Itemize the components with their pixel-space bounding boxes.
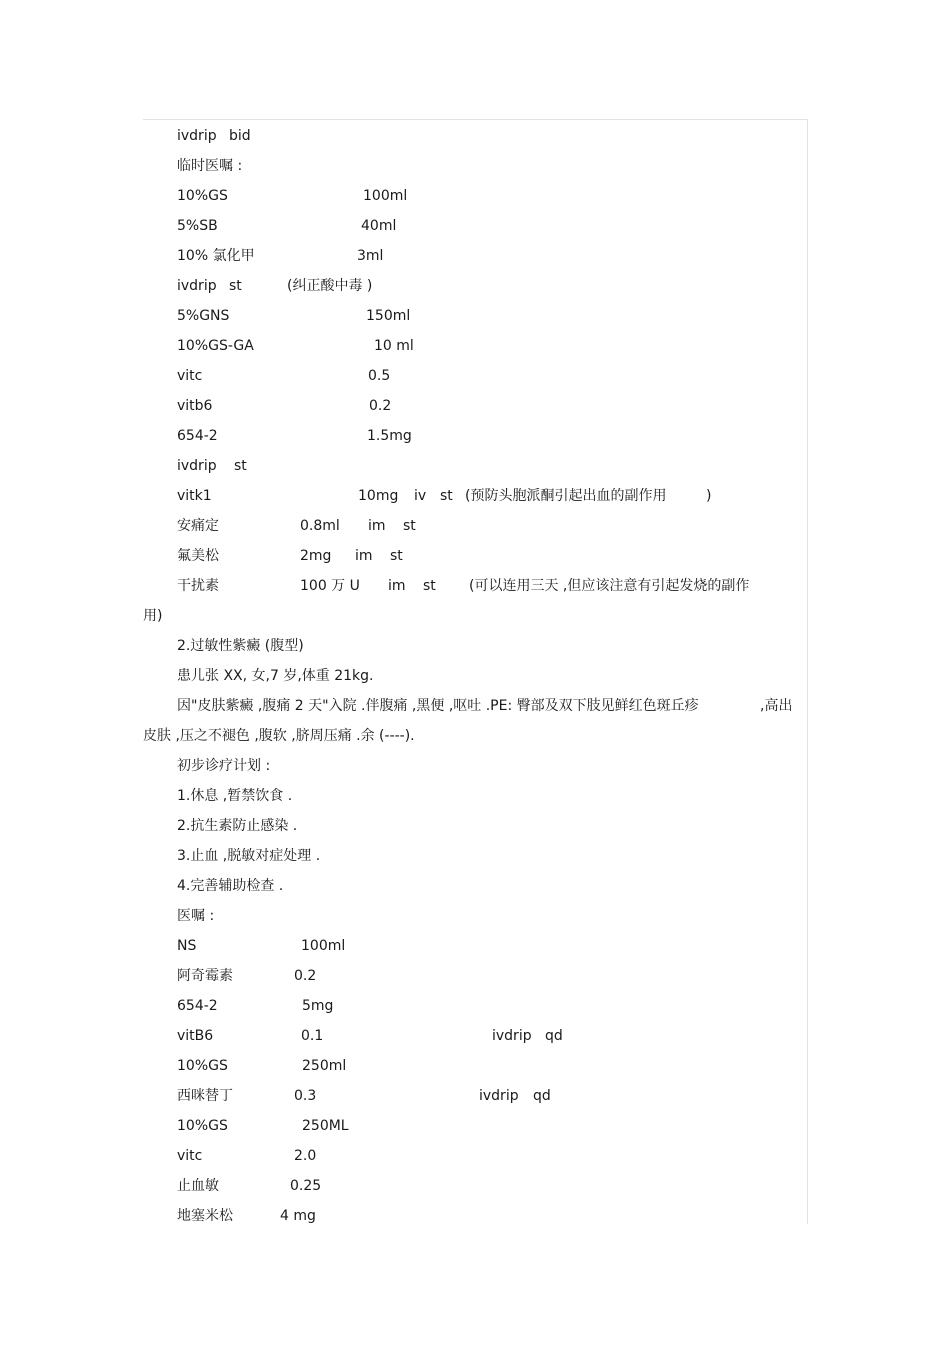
text-segment: 100 万 U bbox=[300, 578, 360, 594]
text-segment: 2.过敏性紫癜 (腹型) bbox=[177, 638, 304, 654]
text-segment: iv bbox=[414, 488, 427, 504]
text-segment: 氟美松 bbox=[177, 548, 219, 564]
text-segment: 安痛定 bbox=[177, 518, 219, 534]
text-segment: 0.2 bbox=[294, 968, 317, 984]
text-segment: 患儿张 XX, 女,7 岁,体重 21kg. bbox=[177, 668, 374, 684]
text-segment: 干扰素 bbox=[177, 578, 219, 594]
text-segment: 0.3 bbox=[294, 1088, 317, 1104]
text-segment: bid bbox=[229, 128, 251, 144]
text-segment: st bbox=[229, 278, 242, 294]
text-segment: 0.8ml bbox=[300, 518, 340, 534]
text-segment: st bbox=[234, 458, 247, 474]
text-segment: ,高出 bbox=[760, 698, 793, 714]
text-segment: 0.1 bbox=[301, 1028, 324, 1044]
text-segment: 1.5mg bbox=[367, 428, 412, 444]
text-segment: 100ml bbox=[363, 188, 408, 204]
text-segment: 皮肤 ,压之不褪色 ,腹软 ,脐周压痛 .余 (----). bbox=[143, 728, 415, 744]
text-segment: st bbox=[423, 578, 436, 594]
text-segment: st bbox=[403, 518, 416, 534]
text-segment: vitB6 bbox=[177, 1028, 214, 1044]
text-segment: 10% 氯化甲 bbox=[177, 248, 255, 264]
text-segment: 100ml bbox=[301, 938, 346, 954]
text-segment: 西咪替丁 bbox=[177, 1088, 233, 1104]
text-segment: 因"皮肤紫癜 ,腹痛 2 天"入院 .伴腹痛 ,黑便 ,呕吐 .PE: 臀部及双下肢见鲜红色斑丘疹 bbox=[177, 698, 699, 714]
text-segment: 阿奇霉素 bbox=[177, 968, 233, 984]
text-segment: (预防头胞派酮引起出血的副作用 bbox=[465, 488, 667, 504]
text-segment: 250ML bbox=[302, 1118, 349, 1134]
text-segment: im bbox=[388, 578, 406, 594]
text-segment: 4 mg bbox=[280, 1208, 316, 1224]
text-segment: ivdrip bbox=[492, 1028, 532, 1044]
text-segment: 654-2 bbox=[177, 428, 218, 444]
text-segment: (可以连用三天 ,但应该注意有引起发烧的副作 bbox=[469, 578, 750, 594]
text-segment: 250ml bbox=[302, 1058, 347, 1074]
text-segment: ivdrip bbox=[479, 1088, 519, 1104]
text-segment: 2.抗生素防止感染 . bbox=[177, 818, 298, 834]
text-segment: im bbox=[368, 518, 386, 534]
text-segment: 10%GS bbox=[177, 188, 228, 204]
text-segment: 2mg bbox=[300, 548, 332, 564]
text-segment: 3.止血 ,脱敏对症处理 . bbox=[177, 848, 321, 864]
text-segment: 临时医嘱 : bbox=[177, 158, 243, 174]
text-segment: 5%GNS bbox=[177, 308, 230, 324]
text-segment: vitc bbox=[177, 368, 203, 384]
text-segment: ) bbox=[706, 488, 712, 504]
text-segment: 654-2 bbox=[177, 998, 218, 1014]
text-segment: 2.0 bbox=[294, 1148, 317, 1164]
text-segment: 止血敏 bbox=[177, 1178, 219, 1194]
text-segment: 0.5 bbox=[368, 368, 391, 384]
text-segment: 150ml bbox=[366, 308, 411, 324]
text-segment: 10mg bbox=[358, 488, 399, 504]
text-segment: 10%GS bbox=[177, 1058, 228, 1074]
text-segment: 4.完善辅助检查 . bbox=[177, 878, 284, 894]
text-segment: qd bbox=[545, 1028, 563, 1044]
text-segment: ivdrip bbox=[177, 128, 217, 144]
text-segment: 5mg bbox=[302, 998, 334, 1014]
text-segment: 医嘱 : bbox=[177, 908, 215, 924]
text-segment: ivdrip bbox=[177, 458, 217, 474]
text-segment: 地塞米松 bbox=[177, 1208, 233, 1224]
text-segment: 5%SB bbox=[177, 218, 218, 234]
text-segment: 10%GS-GA bbox=[177, 338, 254, 354]
text-segment: 10 ml bbox=[374, 338, 414, 354]
text-segment: im bbox=[355, 548, 373, 564]
text-segment: 40ml bbox=[361, 218, 397, 234]
text-segment: 0.2 bbox=[369, 398, 392, 414]
text-segment: 10%GS bbox=[177, 1118, 228, 1134]
page-border-top bbox=[143, 119, 808, 120]
text-segment: st bbox=[440, 488, 453, 504]
text-segment: vitc bbox=[177, 1148, 203, 1164]
text-segment: st bbox=[390, 548, 403, 564]
text-segment: NS bbox=[177, 938, 197, 954]
text-segment: vitb6 bbox=[177, 398, 213, 414]
text-segment: (纠正酸中毒 ) bbox=[287, 278, 373, 294]
text-segment: 0.25 bbox=[290, 1178, 322, 1194]
text-segment: ivdrip bbox=[177, 278, 217, 294]
text-segment: 3ml bbox=[357, 248, 384, 264]
text-segment: 用) bbox=[143, 608, 163, 624]
text-segment: vitk1 bbox=[177, 488, 212, 504]
text-segment: qd bbox=[533, 1088, 551, 1104]
text-segment: 初步诊疗计划 : bbox=[177, 758, 271, 774]
text-segment: 1.休息 ,暂禁饮食 . bbox=[177, 788, 293, 804]
page-border-right bbox=[807, 119, 808, 1224]
